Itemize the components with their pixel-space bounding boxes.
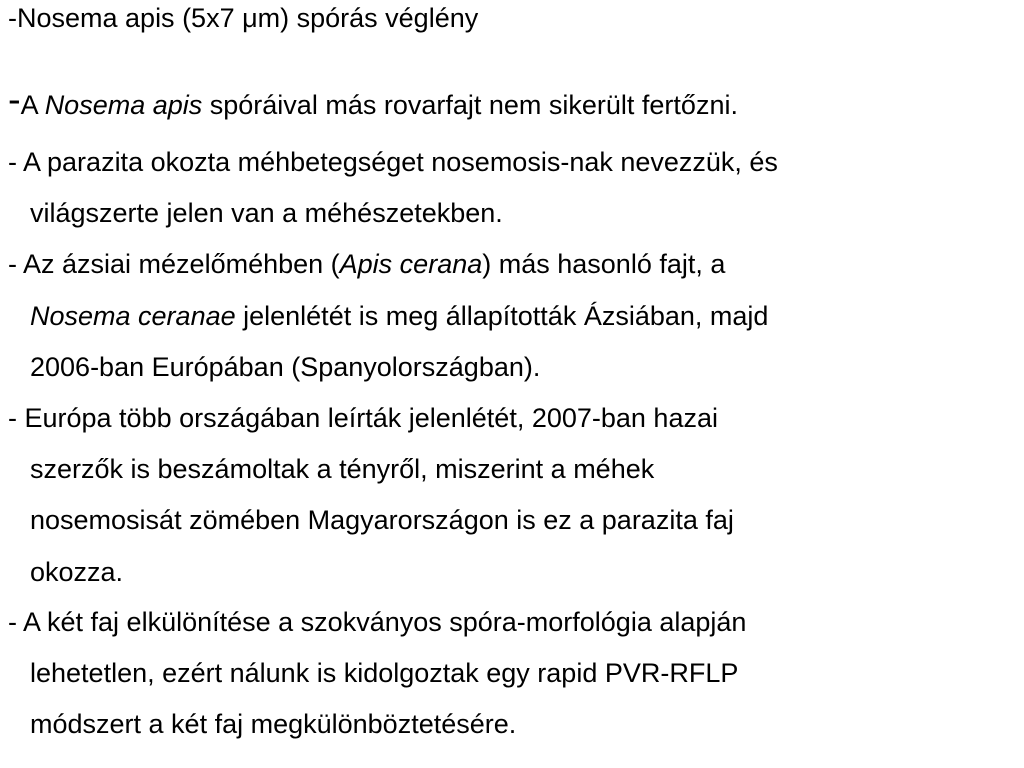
paragraph-5-line-1: - A két faj elkülönítése a szokványos spóra-morfológia alapján xyxy=(8,607,747,637)
paragraph-3-species-apis-cerana: Apis cerana xyxy=(339,249,483,279)
paragraph-1-text-a: A xyxy=(20,90,45,120)
slide-heading: -Nosema apis (5x7 μm) spórás véglény xyxy=(8,3,479,33)
paragraph-3-text-b: ) más hasonló fajt, a xyxy=(482,249,726,279)
paragraph-2-line-1: - A parazita okozta méhbetegséget nosemosis-nak nevezzük, és xyxy=(8,147,778,177)
paragraph-1-species: Nosema apis xyxy=(44,90,203,120)
paragraph-3-species-nosema-ceranae: Nosema ceranae xyxy=(30,301,236,331)
paragraph-3-line-3: 2006-ban Európában (Spanyolországban). xyxy=(30,352,541,382)
paragraph-1 xyxy=(8,79,738,121)
paragraph-4-line-3: nosemosisát zömében Magyarországon is ez a parazita faj xyxy=(30,505,734,535)
paragraph-3-line-2 xyxy=(30,300,768,332)
paragraph-1-dash: - xyxy=(8,79,21,121)
paragraph-2-line-2: világszerte jelen van a méhészetekben. xyxy=(30,198,503,228)
paragraph-4-line-2: szerzők is beszámoltak a tényről, miszerint a méhek xyxy=(30,454,655,484)
paragraph-3-line-1 xyxy=(8,248,725,280)
paragraph-4-line-4: okozza. xyxy=(30,557,124,587)
paragraph-5-line-3: módszert a két faj megkülönböztetésére. xyxy=(30,709,517,739)
paragraph-1-text-b: spóráival más rovarfajt nem sikerült fertőzni. xyxy=(202,90,738,120)
paragraph-4-line-1: - Európa több országában leírták jelenlétét, 2007-ban hazai xyxy=(8,403,718,433)
paragraph-3-text-c: jelenlétét is meg állapították Ázsiában, majd xyxy=(235,301,769,331)
paragraph-5-line-2: lehetetlen, ezért nálunk is kidolgoztak egy rapid PVR-RFLP xyxy=(30,658,739,688)
paragraph-3-text-a: - Az ázsiai mézelőméhben ( xyxy=(8,249,340,279)
